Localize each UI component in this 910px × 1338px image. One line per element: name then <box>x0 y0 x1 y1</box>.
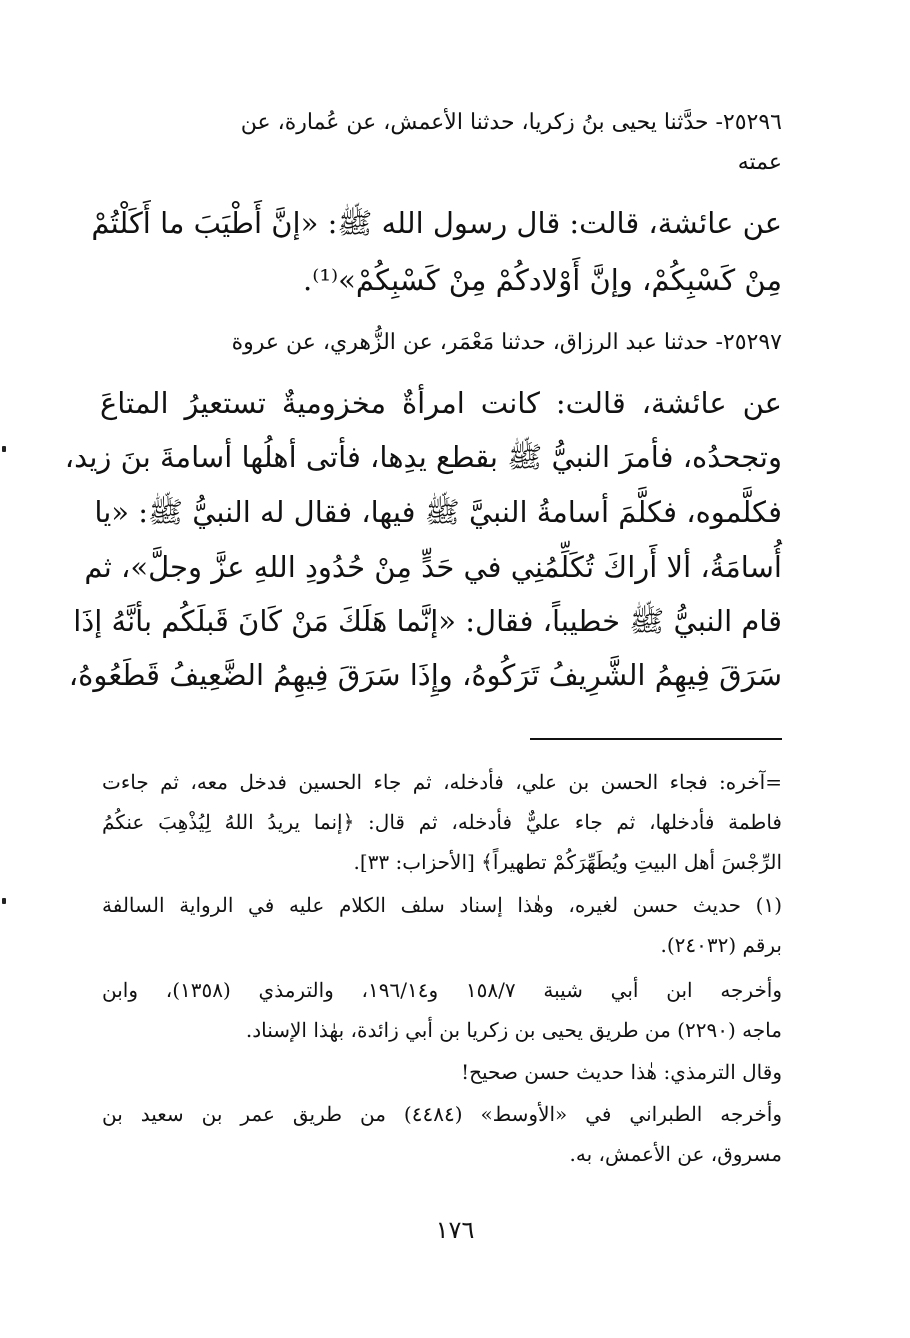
hadith-25296-heading-line-2: عمته <box>737 150 782 175</box>
takhrij-2-line-1: وأخرجه الطبراني في «الأوسط» (٤٤٨٤) من طريق عمر بن سعيد بن <box>102 1102 782 1126</box>
footnote-1-line-1: (١) حديث حسن لغيره، وهٰذا إسناد سلف الكلام عليه في الرواية السالفة <box>102 893 782 917</box>
hadith-25297-text-line-4: أُسامَةُ، ألا أَراكَ تُكَلِّمُنِي في حَدٍّ مِنْ حُدُودِ اللهِ عزَّ وجلَّ»، ثم <box>84 550 782 584</box>
footnote-continuation-line-2: فاطمة فأدخلها، ثم جاء عليٌّ فأدخله، ثم قال: ﴿إنما يريدُ اللهُ لِيُذْهِبَ عنكُمُ <box>102 810 782 834</box>
footnote-continuation-line-1: =آخره: فجاء الحسن بن علي، فأدخله، ثم جاء الحسين فدخل معه، ثم جاءت <box>102 770 782 794</box>
hadith-25297-text-line-1: عن عائشة، قالت: كانت امرأةٌ مخزوميةٌ تستعيرُ المتاعَ <box>100 386 782 420</box>
footnote-separator <box>530 738 782 740</box>
takhrij-1-line-2: ماجه (٢٢٩٠) من طريق يحيى بن زكريا بن أبي زائدة، بهٰذا الإسناد. <box>245 1018 782 1042</box>
hadith-25297-text-line-3: فكلَّموه، فكلَّمَ أسامةُ النبيَّ ﷺ فيها، فقال له النبيُّ ﷺ: «يا <box>94 495 782 529</box>
hadith-25297-text-line-2: وتجحدُه، فأمرَ النبيُّ ﷺ بقطع يدِها، فأتى أهلُها أسامةَ بنَ زيد، <box>64 440 782 474</box>
scan-mark <box>2 898 6 904</box>
hadith-25297-text-line-5: قام النبيُّ ﷺ خطيباً، فقال: «إنَّما هَلَكَ مَنْ كَانَ قَبلَكُم بأنَّهُ إذَا <box>73 604 782 638</box>
footnote-continuation-line-3: الرِّجْسَ أهل البيتِ ويُطَهِّرَكُمْ تطهيراً﴾ [الأحزاب: ٣٣]. <box>353 850 782 874</box>
tirmidhi-note-line: وقال الترمذي: هٰذا حديث حسن صحيح! <box>461 1060 782 1084</box>
footnote-1-line-2: برقم (٢٤٠٣٢). <box>660 933 782 957</box>
hadith-25297-heading-line-1: ٢٥٢٩٧- حدثنا عبد الرزاق، حدثنا مَعْمَر، عن الزُّهري، عن عروة <box>231 330 782 355</box>
hadith-25296-text-line-2: مِنْ كَسْبِكُمْ، وإنَّ أَوْلادكُمْ مِنْ كَسْبِكُمْ»⁽¹⁾. <box>303 263 782 297</box>
hadith-25296-heading-line-1: ٢٥٢٩٦- حدَّثنا يحيى بنُ زكريا، حدثنا الأعمش، عن عُمارة، عن <box>240 110 782 135</box>
page-number: ١٧٦ <box>435 1216 475 1244</box>
scan-mark <box>2 446 6 452</box>
takhrij-2-line-2: مسروق، عن الأعمش، به. <box>569 1142 782 1166</box>
hadith-25296-text-line-1: عن عائشة، قالت: قال رسول الله ﷺ: «إنَّ أَطْيَبَ ما أَكَلْتُمْ <box>91 206 782 240</box>
takhrij-1-line-1: وأخرجه ابن أبي شيبة ١٥٨/٧ و١٩٦/١٤، والترمذي (١٣٥٨)، وابن <box>102 978 783 1002</box>
hadith-25297-text-line-6: سَرَقَ فِيهِمُ الشَّرِيفُ تَرَكُوهُ، وإِذَا سَرَقَ فِيهِمُ الضَّعِيفُ قَطَعُوهُ، <box>68 658 782 692</box>
